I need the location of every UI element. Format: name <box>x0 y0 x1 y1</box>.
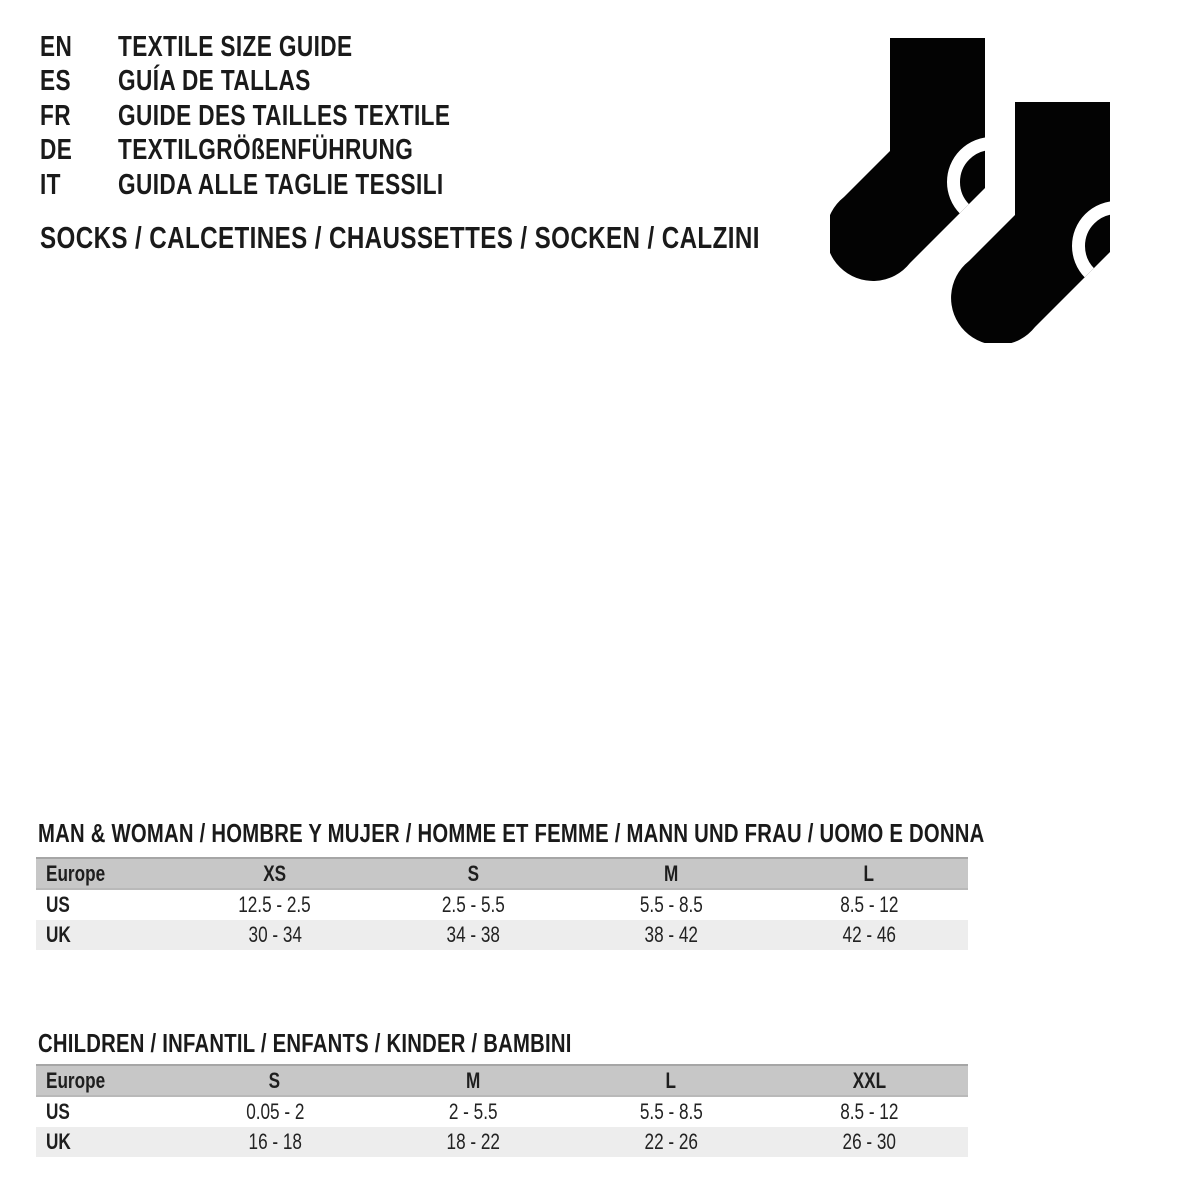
guide-title: GUIDE DES TAILLES TEXTILE <box>118 99 451 132</box>
size-value: 12.5 - 2.5 <box>238 892 312 917</box>
size-value: 5.5 - 8.5 <box>639 1099 703 1124</box>
column-header-size: XS <box>176 858 374 889</box>
size-value: 5.5 - 8.5 <box>639 892 703 917</box>
language-code: IT <box>40 168 61 201</box>
size-value: 34 - 38 <box>374 920 572 950</box>
column-header-size: S <box>176 1065 374 1096</box>
size-value: 22 - 26 <box>572 1127 770 1157</box>
table-row-uk <box>36 1127 968 1157</box>
table-header-row <box>36 858 968 889</box>
column-header-size: L <box>770 858 968 889</box>
column-header-size: XXL <box>770 1065 968 1096</box>
size-table-children <box>36 1064 968 1157</box>
table-header-row <box>36 1065 968 1096</box>
size-value: 38 - 42 <box>572 920 770 950</box>
guide-title: GUIDA ALLE TAGLIE TESSILI <box>118 168 444 201</box>
size-value: 42 - 46 <box>770 920 968 950</box>
column-header-size: S <box>374 858 572 889</box>
row-label: US <box>46 892 70 917</box>
size-value: 8.5 - 12 <box>839 1099 899 1124</box>
column-header-size: L <box>572 1065 770 1096</box>
language-code: DE <box>40 134 73 167</box>
size-table-man-woman <box>36 857 968 950</box>
row-label: UK <box>36 1127 176 1157</box>
table-row-us <box>36 889 968 920</box>
row-label: US <box>46 1099 70 1124</box>
size-value: 2 - 5.5 <box>448 1099 498 1124</box>
language-row-de <box>40 134 544 169</box>
column-header-europe: Europe <box>36 1065 176 1096</box>
language-code: EN <box>40 30 73 63</box>
column-header-size: M <box>374 1065 572 1096</box>
size-value: 8.5 - 12 <box>839 892 899 917</box>
socks-icon <box>830 38 1112 343</box>
size-value: 2.5 - 5.5 <box>441 892 505 917</box>
guide-title: TEXTILGRÖßENFÜHRUNG <box>118 134 414 167</box>
language-code: FR <box>40 99 71 132</box>
language-title-list <box>40 30 544 203</box>
language-row-fr <box>40 99 544 134</box>
section-title-children: CHILDREN / INFANTIL / ENFANTS / KINDER / BAMBINI <box>38 1027 572 1058</box>
guide-title: TEXTILE SIZE GUIDE <box>118 30 353 63</box>
size-value: 30 - 34 <box>176 920 374 950</box>
size-value: 26 - 30 <box>770 1127 968 1157</box>
size-value: 0.05 - 2 <box>245 1099 304 1124</box>
section-title-man-woman: MAN & WOMAN / HOMBRE Y MUJER / HOMME ET FEMME / MANN UND FRAU / UOMO E DONNA <box>38 817 985 848</box>
language-code: ES <box>40 65 71 98</box>
language-row-en <box>40 30 544 65</box>
table-row-us <box>36 1096 968 1127</box>
product-line-heading: SOCKS / CALCETINES / CHAUSSETTES / SOCKEN / CALZINI <box>40 220 760 255</box>
column-header-europe: Europe <box>36 858 176 889</box>
table-row-uk <box>36 920 968 950</box>
language-row-es <box>40 65 544 100</box>
socks-icon-svg <box>830 38 1112 343</box>
size-value: 16 - 18 <box>176 1127 374 1157</box>
size-value: 18 - 22 <box>374 1127 572 1157</box>
row-label: UK <box>36 920 176 950</box>
guide-title: GUÍA DE TALLAS <box>118 65 311 98</box>
column-header-size: M <box>572 858 770 889</box>
language-row-it <box>40 168 544 203</box>
